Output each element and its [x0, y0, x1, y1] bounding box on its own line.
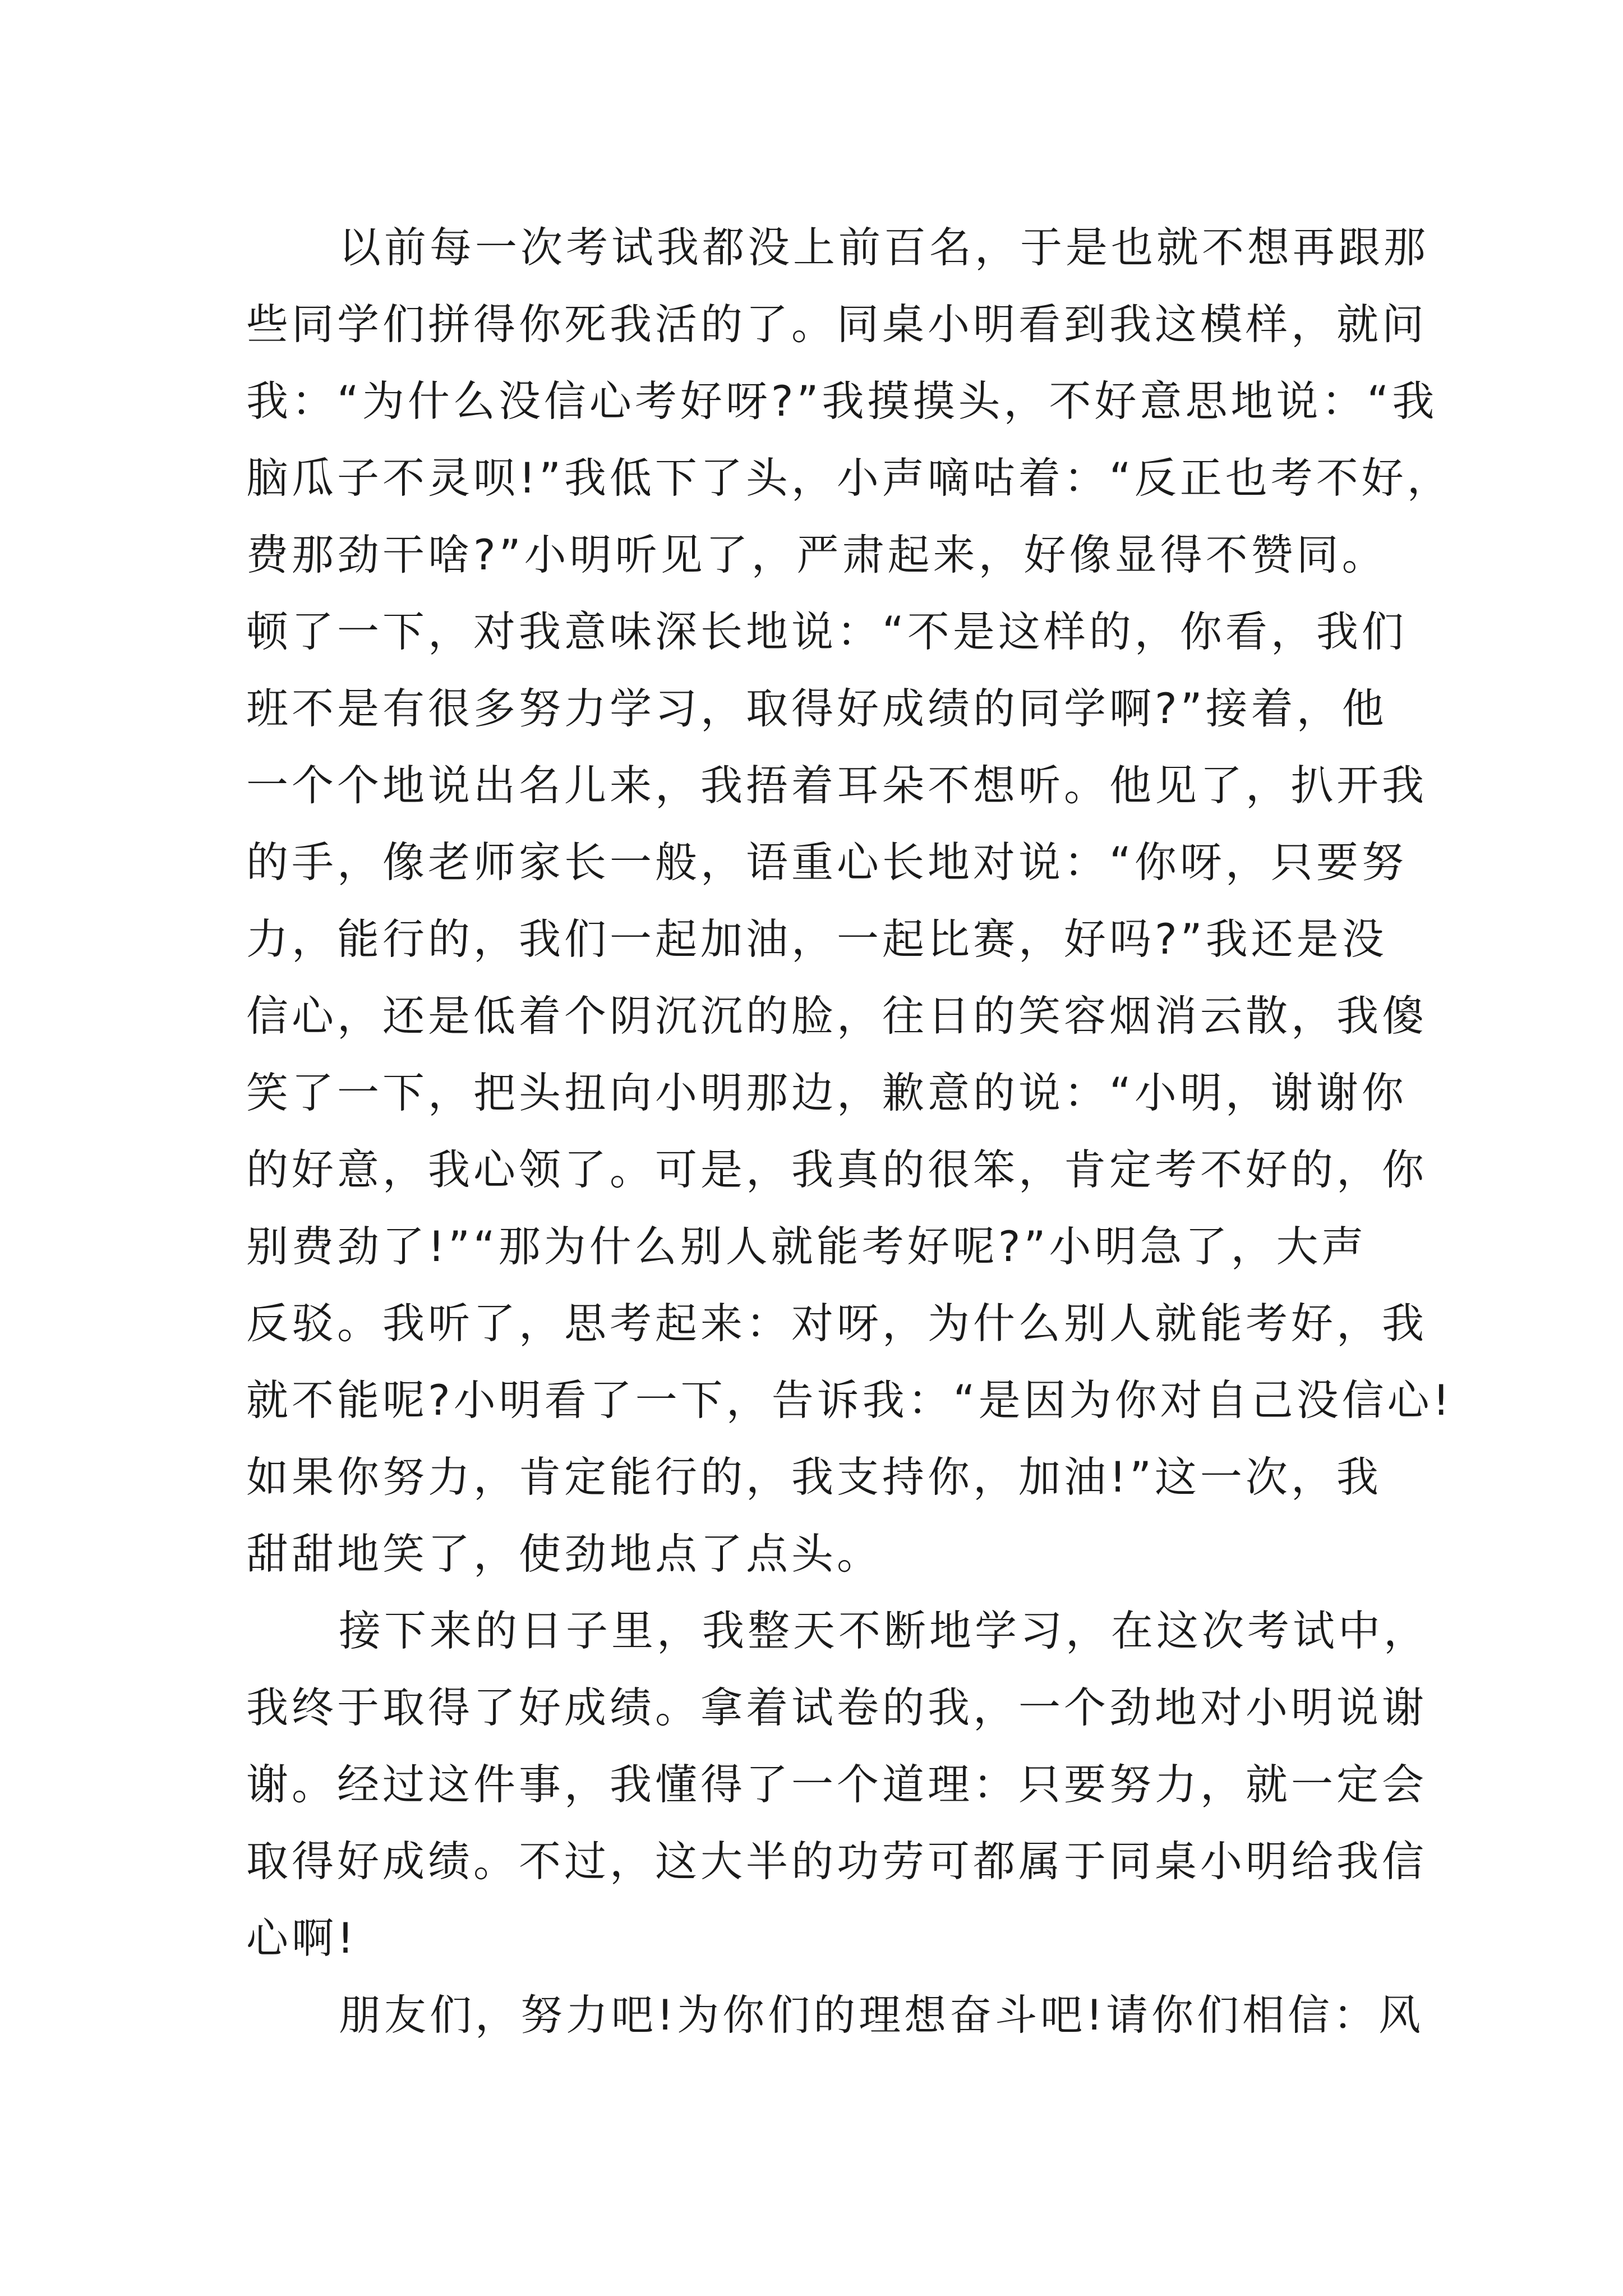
text-line: 别费劲了!”“那为什么别人就能考好呢?”小明急了，大声 [246, 1222, 1367, 1271]
text-line: 我终于取得了好成绩。拿着试卷的我，一个劲地对小明说谢 [246, 1683, 1428, 1732]
text-line: 朋友们，努力吧!为你们的理想奋斗吧!请你们相信：风 [339, 1990, 1424, 2040]
text-line: 甜甜地笑了，使劲地点了点头。 [246, 1529, 883, 1579]
text-line: 笑了一下，把头扭向小明那边，歉意的说：“小明，谢谢你 [246, 1068, 1407, 1117]
text-line: 的手，像老师家长一般，语重心长地对说：“你呀，只要努 [246, 838, 1407, 887]
paragraph-3 [246, 1977, 1424, 2054]
text-line: 接下来的日子里，我整天不断地学习，在这次考试中， [339, 1606, 1430, 1655]
paragraph-1 [246, 209, 1453, 1593]
text-line: 以前每一次考试我都没上前百名，于是也就不想再跟那 [339, 223, 1430, 272]
text-line: 就不能呢?小明看了一下，告诉我：“是因为你对自己没信心! [246, 1375, 1453, 1425]
text-line: 信心，还是低着个阴沉沉的脸，往日的笑容烟消云散，我傻 [246, 991, 1428, 1041]
text-line: 反驳。我听了，思考起来：对呀，为什么别人就能考好，我 [246, 1299, 1428, 1348]
text-line: 顿了一下，对我意味深长地说：“不是这样的，你看，我们 [246, 607, 1407, 656]
text-line: 取得好成绩。不过，这大半的功劳可都属于同桌小明给我信 [246, 1837, 1428, 1886]
text-line: 一个个地说出名儿来，我捂着耳朵不想听。他见了，扒开我 [246, 761, 1428, 810]
text-line: 我：“为什么没信心考好呀?”我摸摸头，不好意思地说：“我 [246, 376, 1438, 426]
text-line: 脑瓜子不灵呗!”我低下了头，小声嘀咕着：“反正也考不好， [246, 453, 1453, 503]
text-line: 如果你努力，肯定能行的，我支持你，加油!”这一次，我 [246, 1452, 1382, 1502]
text-line: 力，能行的，我们一起加油，一起比赛，好吗?”我还是没 [246, 914, 1387, 964]
text-line: 谢。经过这件事，我懂得了一个道理：只要努力，就一定会 [246, 1760, 1428, 1809]
text-line: 些同学们拼得你死我活的了。同桌小明看到我这模样，就问 [246, 300, 1428, 349]
text-line: 心啊! [246, 1913, 358, 1963]
text-line: 班不是有很多努力学习，取得好成绩的同学啊?”接着，他 [246, 684, 1387, 733]
text-line: 费那劲干啥?”小明听见了，严肃起来，好像显得不赞同。 [246, 530, 1387, 579]
text-line: 的好意，我心领了。可是，我真的很笨，肯定考不好的，你 [246, 1145, 1428, 1194]
body-text [246, 209, 1453, 2054]
paragraph-2 [246, 1593, 1430, 1977]
